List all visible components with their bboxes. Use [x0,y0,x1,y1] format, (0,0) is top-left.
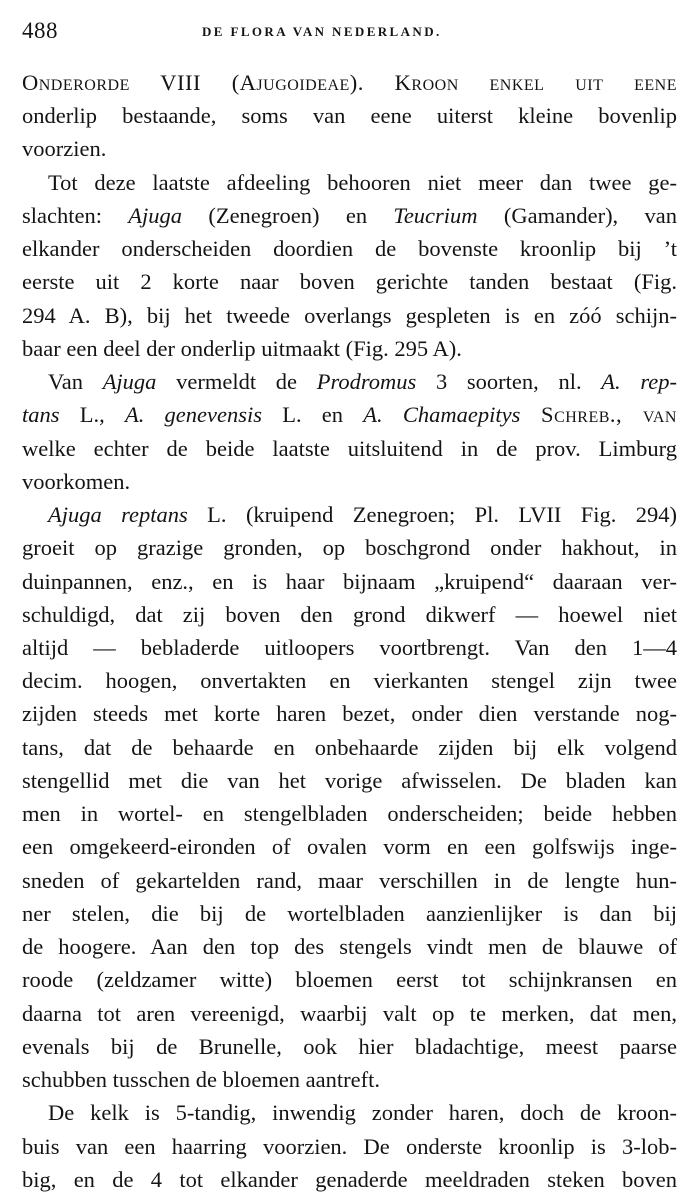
text-span: Tot deze laatste afdeeling behooren niet meer dan twee ge- [48,169,677,195]
text-line [22,432,677,465]
text-span: Van [48,369,103,395]
text-span: onderlip bestaande, soms van eene uiterst kleine bovenlip [22,103,677,129]
text-span: schubben tusschen de bloemen aantreft. [22,1067,381,1093]
text-span: Onderorde VIII (Ajugoideae). Kroon enkel uit eene [22,70,677,95]
text-line [22,897,677,930]
text-line [22,797,677,830]
taxon-name: A. Chamaepitys [363,402,521,428]
text-span: groeit op grazige gronden, op boschgrond onder hakhout, in [22,535,677,561]
page-header [22,18,677,48]
text-span: L. en [262,402,364,428]
text-line [22,1130,677,1163]
text-span: eerste uit 2 korte naar boven gerichte tanden bestaat (Fig. [22,269,677,295]
text-line [22,332,677,365]
taxon-name: A. rep- [601,369,677,395]
text-span: roode (zeldzamer witte) bloemen eerst tot schijnkransen en [22,967,677,993]
text-span: decim. hoogen, onvertakten en vierkanten stengel zijn twee [22,668,677,694]
text-span: big, en de 4 tot elkander genaderde meeldraden steken boven [22,1166,677,1192]
text-line [22,1063,677,1096]
text-span: ner stelen, die bij de wortelbladen aanzienlijker is dan bij [22,900,677,926]
text-span: duinpannen, enz., en is haar bijnaam „kruipend“ daaraan ver- [22,568,677,594]
text-span: elkander onderscheiden doordien de bovenste kroonlip bij ’t [22,236,677,262]
text-span: 294 A. B), bij het tweede overlangs gespleten is en zóó schijn- [22,302,677,328]
text-span: 3 soorten, nl. [416,369,602,395]
text-line [22,864,677,897]
taxon-name: tans [22,402,60,428]
text-span: voorkomen. [22,468,131,494]
text-line [22,531,677,564]
text-span: L., [59,402,125,428]
text-span: slachten: [22,202,129,228]
text-line [22,166,677,199]
text-line [22,498,677,531]
text-line [22,265,677,298]
text-span: baar een deel der onderlip uitmaakt (Fig. 295 A). [22,335,462,361]
text-line [22,664,677,697]
text-span: men in wortel- en stengelbladen onderscheiden; beide hebben [22,801,677,827]
text-span: (Gamander), van [477,202,677,228]
text-span: tans, dat de behaarde en onbehaarde zijden bij elk volgend [22,734,677,760]
text-span: een omgekeerd-eironden of ovalen vorm en een golfswijs inge- [22,834,677,860]
text-line [22,398,677,431]
text-line [22,565,677,598]
text-span: De kelk is 5-tandig, inwendig zonder haren, doch de kroon- [48,1100,677,1126]
taxon-name: Ajuga reptans [48,502,188,528]
text-span: evenals bij de Brunelle, ook hier bladachtige, meest paarse [22,1033,677,1059]
text-span: zijden steeds met korte haren bezet, onder dien verstande nog- [22,701,677,727]
text-line [22,66,677,99]
text-line [22,997,677,1030]
text-span: L. (kruipend Zenegroen; Pl. LVII Fig. 294) [187,502,677,528]
text-line [22,598,677,631]
text-line [22,232,677,265]
text-line [22,697,677,730]
text-line [22,764,677,797]
book-title: Prodromus [316,369,417,395]
text-span: de hoogere. Aan den top des stengels vindt men de blauwe of [22,934,677,960]
text-line [22,1030,677,1063]
text-line [22,299,677,332]
running-title: DE FLORA VAN NEDERLAND. [202,24,442,39]
taxon-name: A. genevensis [124,402,262,428]
text-line [22,930,677,963]
taxon-name: Ajuga [102,369,157,395]
text-span: voorzien. [22,136,107,162]
text-span: sneden of gekartelden rand, maar verschillen in de lengte hun- [22,867,677,893]
text-line [22,365,677,398]
text-span: (Zenegroen) en [182,202,394,228]
text-line [22,132,677,165]
text-line [22,731,677,764]
text-line [22,631,677,664]
author-abbrev: Schreb., van [520,402,677,428]
text-span: stengellid met die van het vorige afwisselen. De bladen kan [22,767,677,793]
text-span: welke echter de beide laatste uitsluitend in de prov. Limburg [22,435,677,461]
taxon-name: Teucrium [393,202,478,228]
page-number: 488 [22,18,58,43]
text-span: buis van een haarring voorzien. De onderste kroonlip is 3-lob- [22,1133,677,1159]
text-line [22,1163,677,1196]
text-span: vermeldt de [156,369,317,395]
text-line [22,99,677,132]
text-line [22,963,677,996]
text-span: daarna tot aren vereenigd, waarbij valt op te merken, dat men, [22,1000,677,1026]
text-span: schuldigd, dat zij boven den grond dikwerf — hoewel niet [22,601,677,627]
taxon-name: Ajuga [128,202,183,228]
text-span: altijd — bebladerde uitloopers voortbrengt. Van den 1—4 [22,635,677,660]
text-line [22,465,677,498]
text-line [22,199,677,232]
text-line [22,830,677,863]
text-line [22,1096,677,1129]
